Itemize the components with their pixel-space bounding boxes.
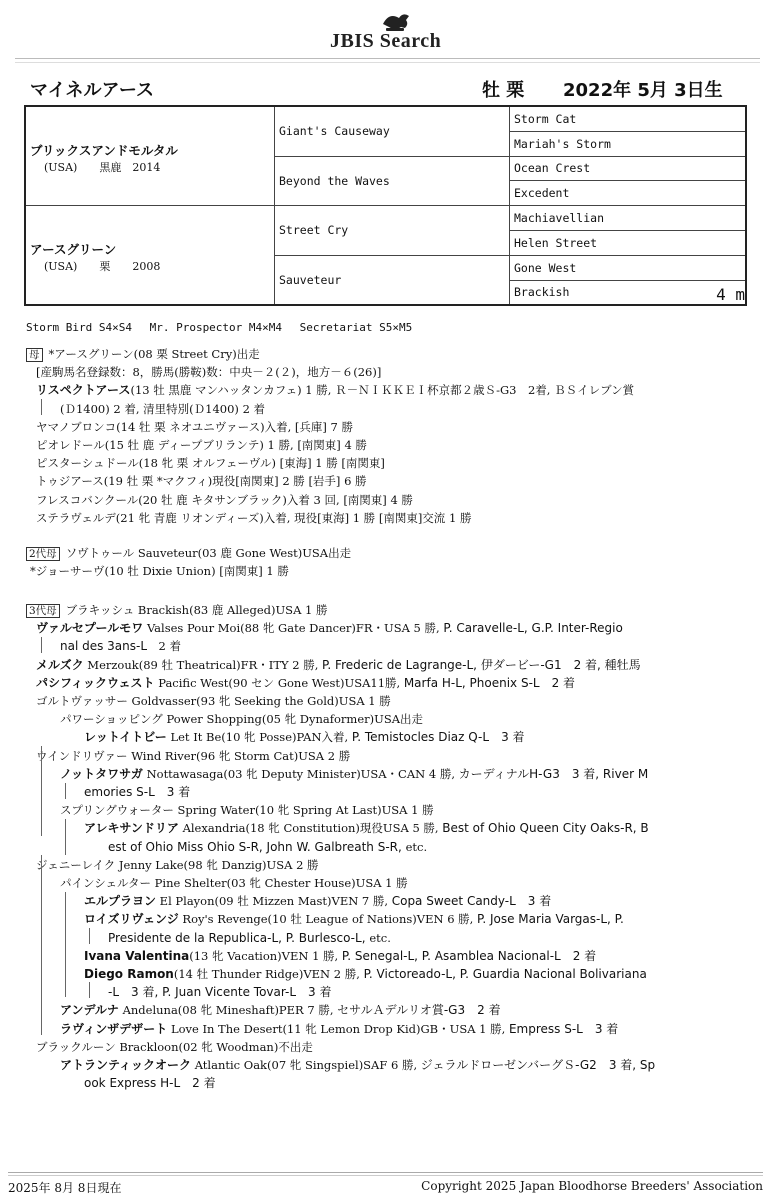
dam-line-7: トゥジアース(19 牡 栗 *マクフィ)現役[南関東] 2 勝 [岩手] 6 勝 — [36, 474, 367, 489]
horse-atlantic-oak[interactable]: アトランティックオーク — [60, 1058, 192, 1073]
g3-8-name[interactable]: Brackish — [514, 285, 570, 300]
horse-diego-ramon[interactable]: Diego Ramon — [84, 967, 174, 982]
dam-line-8: フレスコバンクール(20 牡 鹿 キタサンブラック)入着 3 回, [南関東] 4 勝 — [36, 492, 413, 507]
g3-line-18: Best of Ohio Queen City Oaks-R, B — [442, 821, 649, 836]
g3-line-30: (14 牡 Thunder Ridge)VEN 2 勝, — [173, 967, 364, 982]
g3-line-39: ジェラルドローゼンバーグＳ-G2 3 着, Sp — [420, 1058, 656, 1073]
g3-line-26: P. Jose Maria Vargas-L, P. — [476, 912, 624, 927]
g3-line-5: P. Frederic de Lagrange-L, 伊ダービー-G1 2 着, 種牡馬 — [322, 657, 641, 672]
dam-line-3: (Ｄ1400) 2 着, 清里特別(Ｄ1400) 2 着 — [60, 401, 266, 416]
g3-line-35: Love In The Desert(11 牝 Lemon Drop Kid)GB・USA 1 勝, — [170, 1021, 509, 1036]
tree-bar — [41, 855, 42, 1035]
dam-cell — [25, 206, 275, 306]
g3-line-22: パインシェルター Pine Shelter(03 牝 Chester House)USA 1 勝 — [60, 876, 408, 891]
g3-line-4: Merzouk(89 牡 Theatrical)FR・ITY 2 勝, — [87, 657, 323, 672]
horse-ivana-valentina[interactable]: Ivana Valentina — [84, 948, 190, 963]
logo-text[interactable]: JBIS Search — [330, 30, 442, 52]
dam-line-2: (13 牡 黒鹿 マンハッタンカフェ) 1 勝, Ｒ－ＮＩＫＫＥＩ杯京都２歳Ｓ-G3 2着, ＢＳイレブン賞 — [130, 383, 635, 398]
g3-3[interactable]: Ocean Crest — [510, 156, 747, 181]
g3-line-11: P. Temistocles Diaz Q-L 3 着 — [351, 730, 525, 745]
dam-name[interactable]: アースグリーン — [30, 242, 117, 258]
dam-line-9: ステラヴェルデ(21 牝 青鹿 リオンディーズ)入着, 現役[東海] 1 勝 [南関東]交流 1 勝 — [36, 510, 472, 525]
dam-sire[interactable]: Street Cry — [275, 206, 510, 256]
dam-info: (USA) 栗 2008 — [44, 260, 161, 274]
g3-line-12: ウインドリヴァー Wind River(96 牝 Storm Cat)USA 2 勝 — [36, 748, 351, 763]
footer-copyright: Copyright 2025 Japan Bloodhorse Breeders' Association — [421, 1179, 763, 1193]
horse-love-in-the-desert[interactable]: ラヴィンザデザート — [60, 1021, 168, 1036]
header-rule — [15, 58, 760, 59]
g2-line-1: *ジョーサーヴ(10 牡 Dixie Union) [南関東] 1 勝 — [30, 564, 289, 579]
dam-line-1: [産駒馬名登録数：8，勝馬(勝鞍)数：中央－２(２)，地方－６(26)] — [36, 365, 382, 380]
sire-name[interactable]: ブリックスアンドモルタル — [30, 143, 178, 159]
tree-bar — [41, 637, 42, 653]
g3-line-8: ゴルトヴァッサー Goldvasser(93 牝 Seeking the Gold)USA 1 勝 — [36, 694, 391, 709]
g2-tag: 2代母 — [26, 547, 60, 561]
g3-7[interactable]: Gone West — [510, 255, 747, 280]
g3-line-3: nal des 3ans-L — [60, 639, 148, 654]
g3-line-25: Roy's Revenge(10 牡 League of Nations)VEN 6 勝, — [182, 912, 477, 927]
g3-line-9: パワーショッピング Power Shopping(05 牝 Dynaformer)USA出走 — [60, 712, 423, 727]
g3-line-20: etc. — [405, 839, 428, 854]
g3-tag: 3代母 — [26, 604, 60, 618]
horse-roys-revenge[interactable]: ロイズリヴェンジ — [84, 912, 179, 927]
g3-line-7: Marfa H-L, Phoenix S-L 2 着 — [403, 675, 576, 690]
g3-line-19: est of Ohio Miss Ohio S-R, John W. Galbreath S-R, — [108, 839, 406, 854]
g3-line-34: セサルＡデルリオ賞-G3 2 着 — [337, 1003, 501, 1018]
g3-line-40: ook Express H-L 2 着 — [84, 1076, 216, 1091]
g3-line-13: Nottawasaga(03 牝 Deputy Minister)USA・CAN 4 勝, — [146, 766, 459, 781]
footer-rule — [8, 1172, 763, 1173]
horse-title — [30, 76, 745, 102]
dam-bold-horse[interactable]: リスペクトアース — [36, 383, 131, 398]
g3-1[interactable]: Storm Cat — [510, 106, 747, 131]
dam-line-4: ヤマノブロンコ(14 牡 栗 ネオユニヴァース)入着, [兵庫] 7 勝 — [36, 419, 353, 434]
footer-rule-2 — [8, 1175, 763, 1176]
tree-bar — [65, 892, 66, 997]
dam-section — [26, 345, 756, 527]
g3-line-29: P. Senegal-L, P. Asamblea Nacional-L 2 着 — [341, 948, 597, 963]
tree-bar — [65, 783, 66, 799]
g3-line-6: Pacific West(90 セン Gone West)USA11勝, — [158, 675, 404, 690]
g2-section — [26, 544, 756, 580]
g3-line-21: ジェニーレイク Jenny Lake(98 牝 Danzig)USA 2 勝 — [36, 857, 319, 872]
horse-pacific-west[interactable]: パシフィックウェスト — [36, 675, 155, 690]
tree-bar — [89, 982, 90, 998]
footer-date: 2025年 8月 8日現在 — [8, 1181, 122, 1195]
dam-tag: 母 — [26, 348, 43, 362]
g3-line-0: ブラキッシュ Brackish(83 鹿 Alleged)USA 1 勝 — [65, 603, 328, 617]
sire-cell — [25, 106, 275, 206]
dam-dam[interactable]: Sauveteur — [275, 255, 510, 305]
tree-bar — [41, 746, 42, 836]
horse-let-it-be[interactable]: レットイトビー — [84, 730, 167, 745]
g3-line-37: ブラックルーン Brackloon(02 牝 Woodman)不出走 — [36, 1039, 313, 1054]
g3-line-28: (13 牝 Vacation)VEN 1 勝, — [189, 948, 342, 963]
g3-2[interactable]: Mariah's Storm — [510, 131, 747, 156]
g3-line-10: Let It Be(10 牝 Posse)PAN入着, — [170, 730, 352, 745]
sire-dam[interactable]: Beyond the Waves — [275, 156, 510, 206]
g3-line-27: Presidente de la Republica-L, P. Burlesco-L, — [108, 930, 370, 945]
dam-line-6: ピスターシュドール(18 牝 栗 オルフェーヴル) [東海] 1 勝 [南関東] — [36, 456, 385, 471]
horse-nottawasaga[interactable]: ノットタワサガ — [60, 766, 143, 781]
g3-5[interactable]: Machiavellian — [510, 206, 747, 231]
g3-6[interactable]: Helen Street — [510, 230, 747, 255]
sire-sire[interactable]: Giant's Causeway — [275, 106, 510, 156]
horse-merzouk[interactable]: メルズク — [36, 657, 84, 672]
horse-el-playon[interactable]: エルプラヨン — [84, 894, 157, 909]
g3-line-16: スプリングウォーター Spring Water(10 牝 Spring At Last)USA 1 勝 — [60, 803, 434, 818]
tree-bar — [65, 819, 66, 855]
g3-8 — [510, 280, 747, 305]
g3-line-24: Copa Sweet Candy-L 3 着 — [391, 894, 552, 909]
g3-line-33: Andeluna(08 牝 Mineshaft)PER 7 勝, — [122, 1003, 338, 1018]
g3-line-31: P. Victoreado-L, P. Guardia Nacional Bolivariana — [363, 967, 647, 982]
tree-bar — [89, 928, 90, 944]
horse-alexandria[interactable]: アレキサンドリア — [84, 821, 179, 836]
g3-line-38: Atlantic Oak(07 牝 Singspiel)SAF 6 勝, — [194, 1058, 421, 1073]
g3-section: 3代母 ブラキッシュ Brackish(83 鹿 Alleged)USA 1 勝 ヴァルセプールモワ Valses Pour Moi(88 牝 Gate Dancer)FR・USA 5 勝, P. Caravelle-L, G.P. Inter-Regio nal des 3ans-L 2 着 メルズク Merzouk(89 牡 Theatrical)FR・ITY 2 勝, P. Frederic de Lagrange-L, 伊ダービー-G1 2 着, 種牡馬 パシフィックウェスト Pacific West(90 セン Gone West)USA11勝, Marfa H-L, Phoenix S-L 2 着 ゴルトヴァッサー Goldvasser(93 牝 Seeking the Gold)USA 1 勝 パワーショッピング Power Shopping(05 牝 Dynaformer)USA出走 レットイトビー Let It Be(10 牝 Posse)PAN入着, P. Temistocles Diaz Q-L 3 着 ウインドリヴァー Wind River(96 牝 Storm Cat)USA 2 勝 ノットタワサガ Nottawasaga(03 牝 Deputy Minister)USA・CAN 4 勝, カーディナルH-G3 3 着, River M emories S-L 3 着 スプリングウォーター Spring Water(10 牝 Spring At Last)USA 1 勝 アレキサンドリア Alexandria(18 牝 Constitution)現役USA 5 勝, Best of Ohio Queen City Oaks-R, B est of Ohio Miss Ohio S-R, John W. Galbreath S-R, etc. ジェニーレイク Jenny Lake(98 牝 Danzig)USA 2 勝 パインシェルター Pine Shelter(03 牝 Chester House)USA 1 勝 エルプラヨン El Playon(09 牡 Mizzen Mast)VEN 7 勝, Copa Sweet Candy-L 3 着 ロイズリヴェンジ Roy's Revenge(10 牡 League of Nations)VEN 6 勝, P. Jose Maria Vargas-L, P. Presidente de la Republica-L, P. Burlesco-L, etc. Ivana Valentina(13 牝 Vacation)VEN 1 勝, P. Senegal-L, P. Asamblea Nacional-L 2 着 Diego Ramon(14 牡 Thunder Ridge)VEN 2 勝, P. Victoreado-L, P. Guardia Nacional Bolivariana -L 3 着, P. Juan Vicente Tovar-L 3 着 アンデルナ Andeluna(08 牝 Mineshaft)PER 7 勝, セサルＡデルリオ賞-G3 2 着 ラヴィンザデザート Love In The Desert(11 牝 Lemon Drop Kid)GB・USA 1 勝, Empress S-L 3 着 ブラックルーン Brackloon(02 牝 Woodman)不出走 アトランティックオーク Atlantic Oak(07 牝 Singspiel)SAF 6 勝, ジェラルドローゼンバーグＳ-G2 3 着, Sp ook Express H-L 2 着 — [26, 601, 756, 1092]
tree-bar — [41, 399, 42, 415]
horse-andeluna[interactable]: アンデルナ — [60, 1003, 119, 1018]
horse-birth: 2022年 5月 3日生 — [563, 80, 723, 101]
family-number: 4 m — [716, 285, 745, 305]
g3-line-1: Valses Pour Moi(88 牝 Gate Dancer)FR・USA 5 勝, — [146, 621, 444, 636]
pedigree-table — [24, 105, 747, 306]
g3-4[interactable]: Excedent — [510, 181, 747, 206]
inbreeding-line: Storm Bird S4×S4 Mr. Prospector M4×M4 Secretariat S5×M5 — [26, 321, 413, 334]
header-rule-2 — [15, 62, 760, 63]
g3-line-15: emories S-L 3 着 — [84, 785, 191, 800]
g3-line-36: Empress S-L 3 着 — [508, 1021, 619, 1036]
dam-line-0: *アースグリーン(08 栗 Street Cry)出走 — [48, 347, 260, 361]
g2-line-0: ソヴトゥール Sauveteur(03 鹿 Gone West)USA出走 — [65, 546, 352, 560]
horse-valses[interactable]: ヴァルセプールモワ — [36, 621, 144, 636]
g3-line-17: Alexandria(18 牝 Constitution)現役USA 5 勝, — [182, 821, 443, 836]
g3-line-23: El Playon(09 牡 Mizzen Mast)VEN 7 勝, — [159, 894, 392, 909]
sire-info: (USA) 黒鹿 2014 — [44, 161, 161, 175]
dam-line-5: ピオレドール(15 牡 鹿 ディープブリランテ) 1 勝, [南関東] 4 勝 — [36, 438, 367, 453]
g3-line-2: P. Caravelle-L, G.P. Inter-Regio — [443, 621, 623, 636]
g3-line-32: -L 3 着, P. Juan Vicente Tovar-L 3 着 — [108, 985, 332, 1000]
horse-sex-color: 牡 栗 — [482, 80, 525, 101]
horse-name: マイネルアース — [30, 80, 155, 101]
g3-line-14: カーディナルH-G3 3 着, River M — [458, 766, 649, 781]
